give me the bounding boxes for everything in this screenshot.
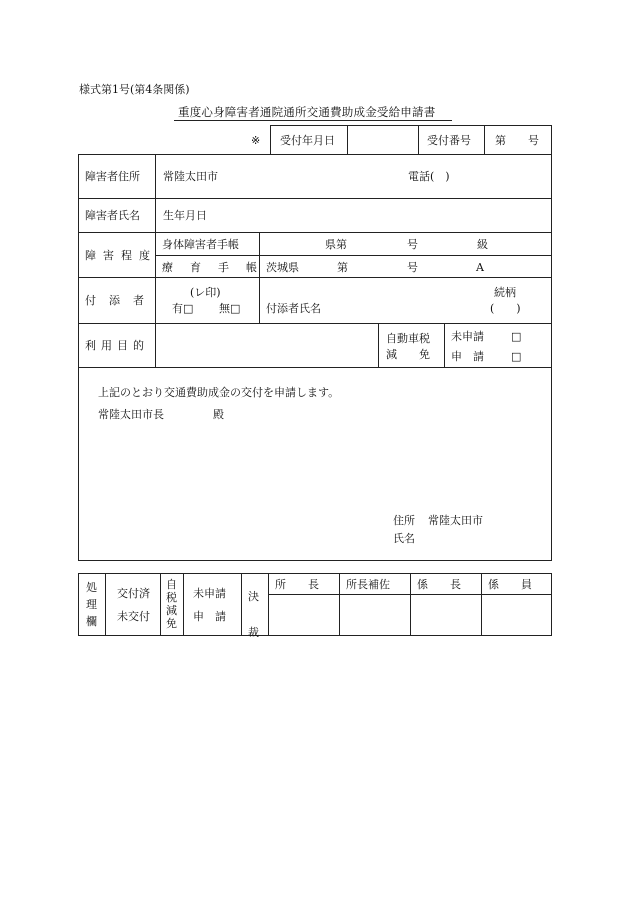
- ryoiku-pref: 茨城県: [266, 261, 299, 274]
- attendant-name-label: 付添者氏名: [266, 302, 321, 315]
- check-note: (レ印): [190, 286, 221, 299]
- tax-applied-label: 申 請: [451, 350, 484, 363]
- tax-exempt-label: 自税減免: [166, 578, 177, 630]
- physical-grade: 級: [477, 238, 488, 251]
- reception-date-field[interactable]: [349, 127, 417, 152]
- decision-label: 決裁: [248, 590, 259, 639]
- attendant-label: 付添者: [85, 294, 157, 307]
- deputy-stamp-box[interactable]: [341, 596, 409, 634]
- reception-mark: ※: [251, 134, 261, 147]
- issued-label: 交付済: [117, 587, 150, 600]
- physical-num: 号: [407, 238, 418, 251]
- chief-stamp-box[interactable]: [270, 596, 338, 634]
- proc-applied-label: 申 請: [193, 610, 226, 623]
- purpose-field[interactable]: [158, 326, 376, 365]
- form-title: 重度心身障害者通院通所交通費助成金受給申請書: [178, 105, 436, 119]
- relation-field[interactable]: ( ): [490, 302, 521, 315]
- car-tax-label-2: 減 免: [386, 348, 430, 361]
- birth-date-label: 生年月日: [163, 209, 207, 222]
- chief-label: 所 長: [275, 578, 319, 591]
- purpose-label: 利用目的: [85, 339, 149, 352]
- reception-date-label: 受付年月日: [280, 134, 335, 147]
- tax-not-applied-label: 未申請: [451, 330, 484, 343]
- ryoiku-handbook-label: 療育手帳: [162, 261, 274, 274]
- ryoiku-dai: 第: [337, 261, 348, 274]
- addressee: 常陸太田市長: [98, 408, 164, 421]
- ryoiku-num: 号: [407, 261, 418, 274]
- reception-number-value: 第 号: [495, 134, 539, 147]
- ryoiku-grade: A: [476, 261, 484, 274]
- attendant-yes-checkbox[interactable]: 有□: [172, 302, 194, 315]
- name-label: 障害者氏名: [85, 209, 140, 222]
- physical-pref: 県第: [325, 238, 347, 251]
- section-chief-label: 係 長: [417, 578, 461, 591]
- address-value[interactable]: 常陸太田市: [163, 170, 218, 183]
- processing-label: 処理欄: [86, 581, 97, 628]
- statement-text: 上記のとおり交通費助成金の交付を申請します。: [98, 386, 340, 399]
- relation-label: 続柄: [494, 286, 516, 299]
- phone-label[interactable]: 電話( ): [408, 170, 450, 183]
- disability-label: 障害程度: [85, 249, 157, 262]
- car-tax-label: 自動車税: [386, 332, 430, 345]
- proc-not-applied-label: 未申請: [193, 587, 226, 600]
- not-issued-label: 未交付: [117, 610, 150, 623]
- applicant-address-label: 住所: [393, 514, 415, 527]
- reception-number-label: 受付番号: [427, 134, 471, 147]
- form-number: 様式第1号(第4条関係): [79, 83, 190, 96]
- attendant-no-checkbox[interactable]: 無□: [219, 302, 241, 315]
- honorific: 殿: [213, 408, 224, 421]
- applicant-address-value[interactable]: 常陸太田市: [428, 514, 483, 527]
- physical-handbook-label: 身体障害者手帳: [162, 238, 239, 251]
- deputy-chief-label: 所長補佐: [346, 578, 390, 591]
- applicant-name-label: 氏名: [393, 532, 415, 545]
- staff-stamp-box[interactable]: [483, 596, 550, 634]
- tax-applied-checkbox[interactable]: □: [511, 350, 522, 363]
- section-chief-stamp-box[interactable]: [412, 596, 480, 634]
- address-label: 障害者住所: [85, 170, 140, 183]
- staff-label: 係 員: [488, 578, 532, 591]
- tax-not-applied-checkbox[interactable]: □: [511, 330, 522, 343]
